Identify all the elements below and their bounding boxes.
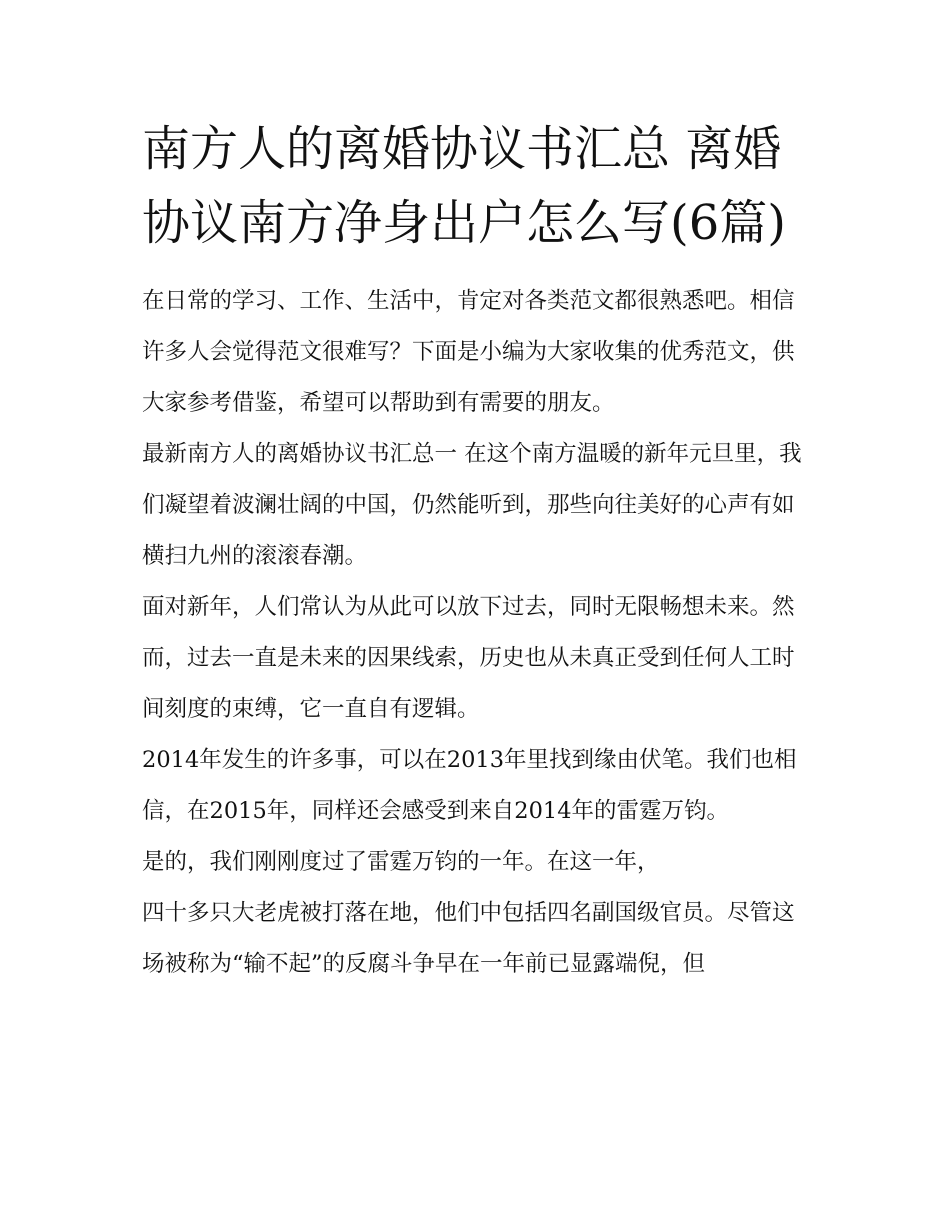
paragraph-year-review: 是的，我们刚刚度过了雷霆万钧的一年。在这一年， <box>142 849 660 875</box>
document-body <box>142 112 814 990</box>
paragraph-section-one: 最新南方人的离婚协议书汇总一 在这个南方温暖的新年元旦里，我们凝望着波澜壮阔的中国，仍然能听到，那些向往美好的心声有如横扫九州的滚滚春潮。 <box>142 441 802 569</box>
document-title: 南方人的离婚协议书汇总 离婚协议南方净身出户怎么写(6篇) <box>142 121 786 251</box>
paragraph-2014: 2014年发生的许多事，可以在2013年里找到缘由伏笔。我们也相信，在2015年，同样还会感受到来自2014年的雷霆万钧。 <box>142 747 797 824</box>
paragraph-anticorruption: 四十多只大老虎被打落在地，他们中包括四名副国级官员。尽管这场被称为“输不起”的反腐斗争早在一年前已显露端倪，但 <box>142 900 795 977</box>
paragraph-intro: 在日常的学习、工作、生活中，肯定对各类范文都很熟悉吧。相信许多人会觉得范文很难写？下面是小编为大家收集的优秀范文，供大家参考借鉴，希望可以帮助到有需要的朋友。 <box>142 288 795 416</box>
paragraph-new-year: 面对新年，人们常认为从此可以放下过去，同时无限畅想未来。然而，过去一直是未来的因果线索，历史也从未真正受到任何人工时间刻度的束缚，它一直自有逻辑。 <box>142 594 795 722</box>
